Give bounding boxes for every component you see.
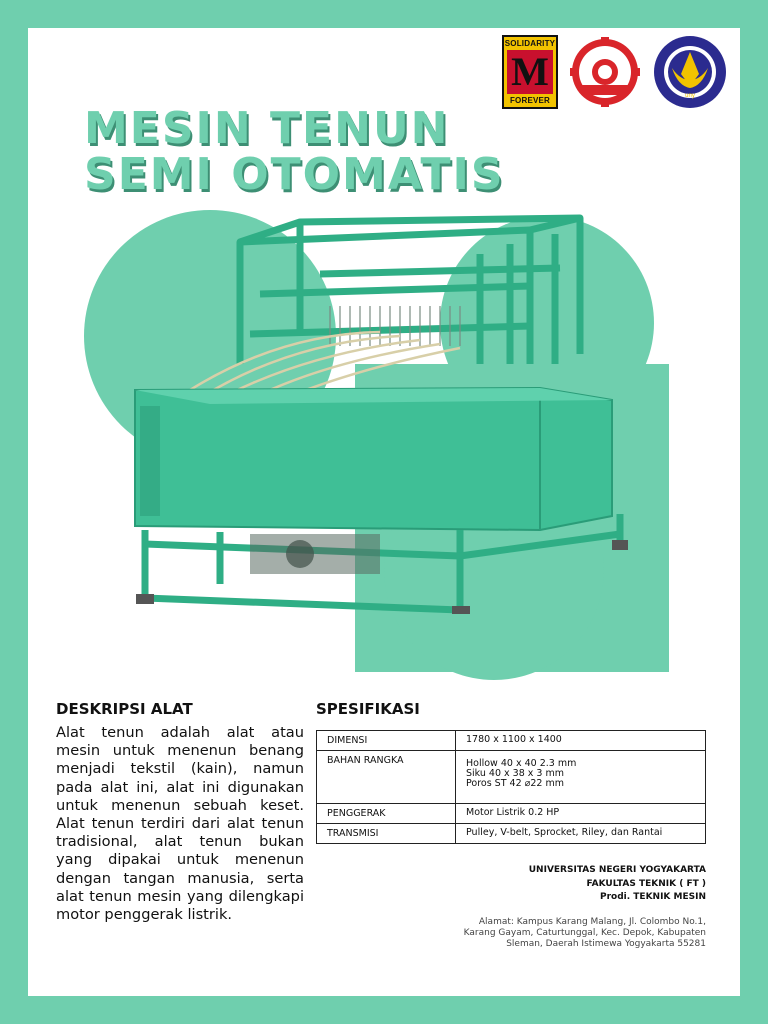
- uny-logo-short-text: uny: [685, 93, 695, 99]
- spec-value: [456, 731, 706, 751]
- table-row: [317, 731, 706, 751]
- address: [464, 917, 706, 950]
- spec-value: [456, 804, 706, 824]
- uny-logo: [652, 34, 728, 110]
- specification-table: [316, 730, 706, 844]
- spec-key: PENGGERAK: [317, 804, 456, 824]
- spec-key: TRANSMISI: [317, 824, 456, 844]
- table-row: [317, 751, 706, 804]
- page-title: [84, 103, 505, 200]
- logo-group: [502, 34, 728, 110]
- poster: [28, 28, 740, 996]
- specification-heading: SPESIFIKASI: [316, 700, 420, 718]
- table-row: [317, 824, 706, 844]
- table-row: [317, 804, 706, 824]
- spec-value-line: Siku 40 x 38 x 3 mm: [466, 768, 564, 779]
- spec-value-line: Pulley, V-belt, Sprocket, Riley, dan Rantai: [466, 827, 663, 838]
- solidarity-logo-letter: M: [507, 50, 553, 94]
- faculty-name: FAKULTAS TEKNIK ( FT ): [586, 878, 706, 889]
- spec-value-line: 1780 x 1100 x 1400: [466, 734, 562, 745]
- spec-value: [456, 824, 706, 844]
- address-line: Karang Gayam, Caturtunggal, Kec. Depok, Kabupaten: [463, 927, 706, 938]
- description-heading: DESKRIPSI ALAT: [56, 700, 193, 718]
- address-line: Alamat: Kampus Karang Malang, Jl. Colombo No.1,: [478, 916, 706, 927]
- title-line-1: MESIN TENUN: [84, 103, 450, 154]
- hima-mesin-logo: [568, 35, 642, 109]
- solidarity-logo: [502, 35, 558, 109]
- program-name: Prodi. TEKNIK MESIN: [599, 892, 706, 902]
- spec-key: DIMENSI: [317, 731, 456, 751]
- address-line: Sleman, Daerah Istimewa Yogyakarta 55281: [506, 938, 706, 949]
- spec-value: [456, 751, 706, 804]
- solidarity-logo-top-text: SOLIDARITY: [504, 39, 556, 48]
- university-name: UNIVERSITAS NEGERI YOGYAKARTA: [528, 865, 706, 875]
- spec-key: BAHAN RANGKA: [317, 751, 456, 804]
- description-body: Alat tenun adalah alat atau mesin untuk menenun benang menjadi tekstil (kain), namun pada alat ini, alat ini digunakan untuk menenun sebuah keset. Alat tenun terdiri dari alat tenun tradisional, alat tenun bukan yang dipakai untuk menenun dengan tangan manusia, serta alat tenun mesin yang dilengkapi motor penggerak listrik.: [56, 724, 304, 924]
- spec-value-line: Motor Listrik 0.2 HP: [466, 807, 560, 818]
- institution-footer: [464, 864, 706, 950]
- loom-machine-illustration: [100, 214, 648, 614]
- title-line-2: SEMI OTOMATIS: [84, 149, 505, 200]
- spec-value-line: Poros ST 42 ⌀22 mm: [466, 778, 564, 789]
- solidarity-logo-bottom-text: FOREVER: [509, 96, 551, 105]
- spec-value-line: Hollow 40 x 40 2.3 mm: [466, 758, 577, 769]
